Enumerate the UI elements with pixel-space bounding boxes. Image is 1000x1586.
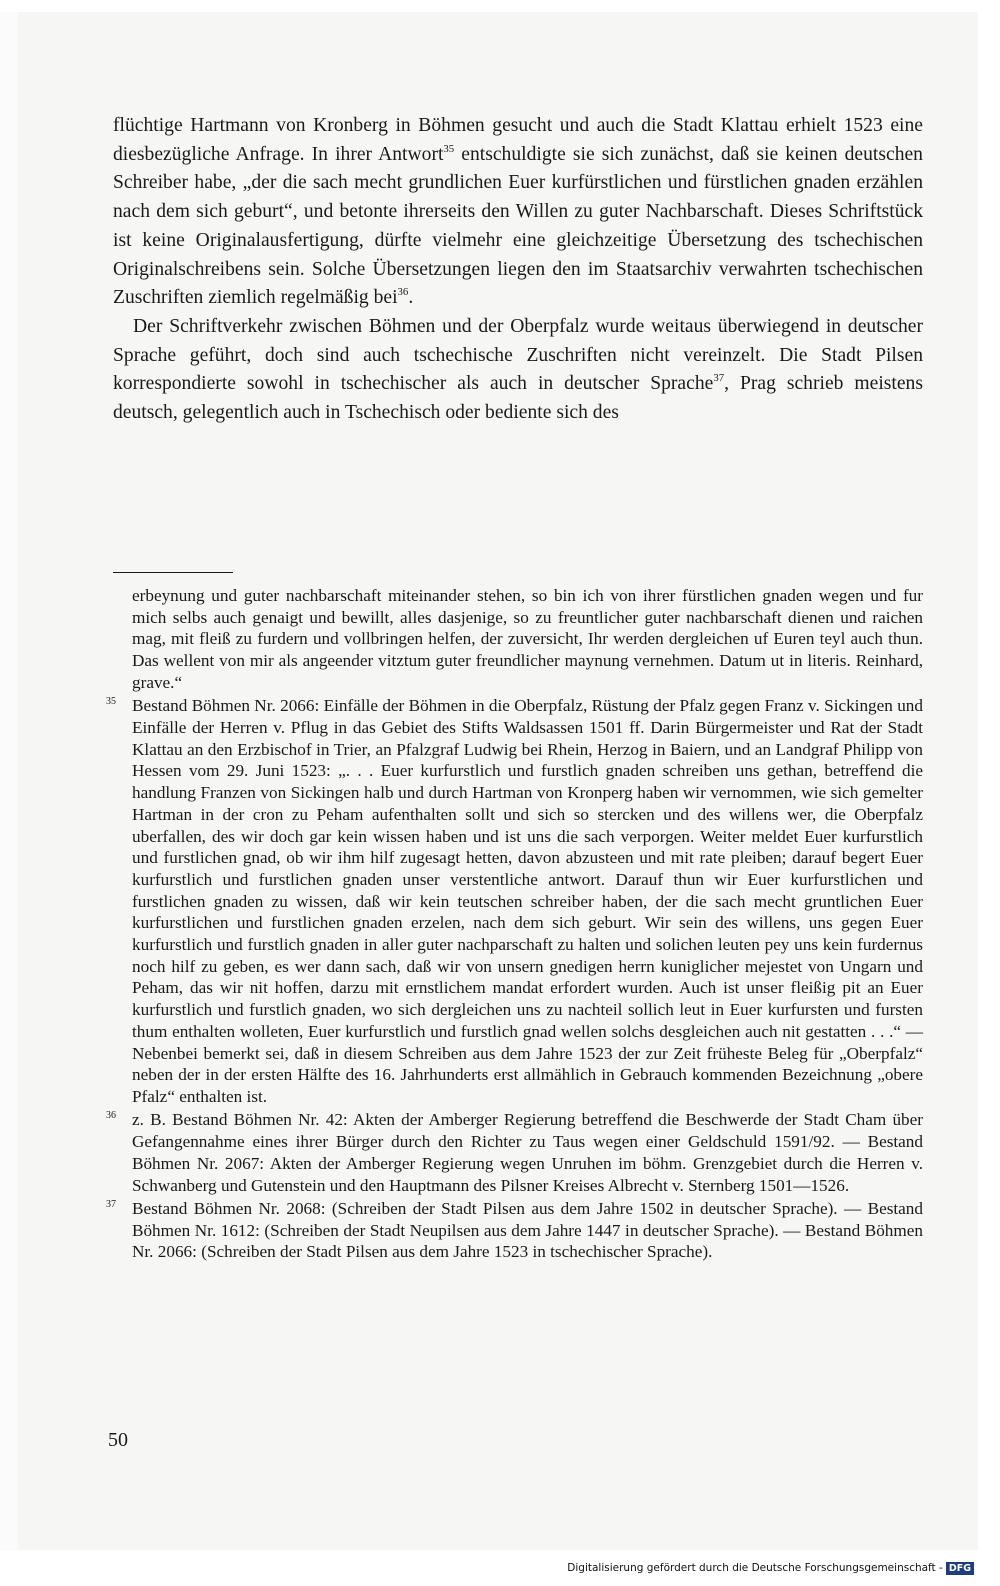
footnote-text: Bestand Böhmen Nr. 2066: Einfälle der Böhmen in die Oberpfalz, Rüstung der Pfalz gegen Franz v. Sickingen und Einfälle der Herren v. Pflug in das Gebiet des Stifts Waldsassen 1501 ff. Darin Bürgermeister und Rat der Stadt Klattau an den Erzbischof in Trier, an Pfalzgraf Ludwig bei Rhein, Herzog in Baiern, und an Landgraf Philipp von Hessen vom 29. Juni 1523: „. . . Euer kurfurstlich und furstlich gnaden schreiben uns gethan, betreffend die handlung Franzen von Sickingen halb und durch Hartman von Kronperg haben wir vernommen, wie sich gemelter Hartman in der cron zu Peham aufenthalten sollt und sich so stercken und des willens wer, die Oberpfalz uberfallen, des wir doch gar kein wissen haben und ist uns die sach verporgen. Weiter meldet Euer kurfurstlich und furstlichen gnad, ob wir ihm hilf zugesagt hetten, davon abzusteen und mit rate pleiben; darauf begert Euer kurfurstlich und furstlichen gnaden unser verstentliche antwort. Darauf thun wir Euer kurfurstlichen und furstlichen gnaden zu wissen, daß wir kein teutschen schreiber haben, der die sach mecht gruntlichen Euer kurfurstlichen und furstlichen gnaden erzelen, nach dem sich geburt. Wir sein des willens, uns gegen Euer kurfurstlich und furstlich gnaden in aller guter nachparschaft zu halten und solichen leuten pey uns kein furdernus noch hilf zu geben, es wer dann sach, daß wir von unsern gnedigen herrn kuniglicher mejestet von Ungarn und Peham, das wir nit hoffen, darzu mit ernstlichem mandat erfordert wurden. Auch ist unser fleißig pit an Euer kurfurstlich und furstlich gnaden, wo sich dergleichen uns zu nachteil sollich leut in Euer kurfursten und fursten thum enthalten wolleten, Euer kurfurstlich und furstlich gnad wellen solchs desgleichen auch nit gestatten . . .“ — Nebenbei bemerkt sei, daß in diesem Schreiben aus dem Jahre 1523 der zur Zeit früheste Beleg für „Oberpfalz“ neben der in der ersten Hälfte des 16. Jahrhunderts erst allmählich in Gebrauch kommenden Bezeichnung „obere Pfalz“ enthalten ist. bbox=[132, 696, 923, 1106]
scan-margin bbox=[0, 12, 18, 1550]
footnote-text: z. B. Bestand Böhmen Nr. 42: Akten der Amberger Regierung betreffend die Beschwerde der Stadt Cham über Gefangennahme eines ihrer Bürger durch den Richter zu Taus wegen einer Geldschuld 1591/92. — Bestand Böhmen Nr. 2067: Akten der Amberger Regierung wegen Unruhen im böhm. Grenzgebiet durch die Herren v. Schwanberg und Gutenstein und den Hauptmann des Pilsner Kreises Albrecht v. Sternberg 1501—1526. bbox=[132, 1110, 923, 1195]
footnote-ref-35[interactable]: 35 bbox=[443, 142, 455, 155]
paragraph-1: flüchtige Hartmann von Kronberg in Böhmen gesucht und auch die Stadt Klattau erhielt 1523 eine diesbezügliche Anfrage. In ihrer Antwort$^{35}$ entschuldigte sie sich zunächst, daß sie keinen deutschen Schreiber habe, „der die sach mecht grundlichen Euer kurfürstlichen und fürstlichen gnaden erzählen nach dem sich geburt“, und betonte ihrerseits den Willen zu guter Nachbarschaft. Dieses Schriftstück ist keine Originalausfertigung, dürfte vielmehr eine gleichzeitige Übersetzung des tschechischen Originalschreibens sein. Solche Übersetzungen liegen den im Staatsarchiv verwahrten tschechischen Zuschriften ziemlich regelmäßig bei$^{36}$. bbox=[113, 115, 923, 309]
body-text bbox=[113, 112, 923, 428]
credit-text: Digitalisierung gefördert durch die Deutsche Forschungsgemeinschaft - bbox=[567, 1562, 943, 1574]
footnote-36 bbox=[106, 1109, 923, 1196]
paragraph-2: Der Schriftverkehr zwischen Böhmen und der Oberpfalz wurde weitaus überwiegend in deutscher Sprache geführt, doch sind auch tschechische Zuschriften nicht vereinzelt. Die Stadt Pilsen korrespondierte sowohl in tschechischer als auch in deutscher Sprache$^{37}$, Prag schrieb meistens deutsch, gelegentlich auch in Tschechisch oder bediente sich des bbox=[113, 315, 923, 424]
footnote-separator bbox=[113, 572, 233, 573]
page-number: 50 bbox=[108, 1429, 128, 1451]
footnote-text: Bestand Böhmen Nr. 2068: (Schreiben der Stadt Pilsen aus dem Jahre 1502 in deutscher Sprache). — Bestand Böhmen Nr. 1612: (Schreiben der Stadt Neupilsen aus dem Jahre 1447 in deutscher Sprache). — Bestand Böhmen Nr. 2066: (Schreiben der Stadt Pilsen aus dem Jahre 1523 in tschechischer Sprache). bbox=[132, 1199, 923, 1262]
footnote-35 bbox=[106, 695, 923, 1107]
footnote-37 bbox=[106, 1198, 923, 1263]
footnotes bbox=[106, 585, 923, 1265]
dfg-logo: DFG bbox=[946, 1562, 974, 1575]
footnote-ref-36[interactable]: 36 bbox=[397, 286, 409, 299]
footnote-number: 35 bbox=[106, 696, 116, 708]
footnote-number: 37 bbox=[106, 1199, 116, 1211]
footnote-number: 36 bbox=[106, 1110, 116, 1122]
footnote-ref-37[interactable]: 37 bbox=[713, 372, 725, 385]
digitization-credit bbox=[567, 1561, 974, 1575]
footnote-continuation: erbeynung und guter nachbarschaft miteinander stehen, so bin ich von ihrer fürstlichen gnaden wegen und fur mich selbs auch genaigt und bewillt, alles dasjenige, so zu freuntlicher guter nachbarschaft dienen und raichen mag, mit fleiß zu furdern und vollbringen helfen, der zuversicht, Ihr werden dergleichen uf Euren teyl auch thun. Das wellent von mir als angeender vitztum guter freundlicher maynung vernehmen. Datum ut in literis. Reinhard, grave.“ bbox=[132, 586, 923, 692]
